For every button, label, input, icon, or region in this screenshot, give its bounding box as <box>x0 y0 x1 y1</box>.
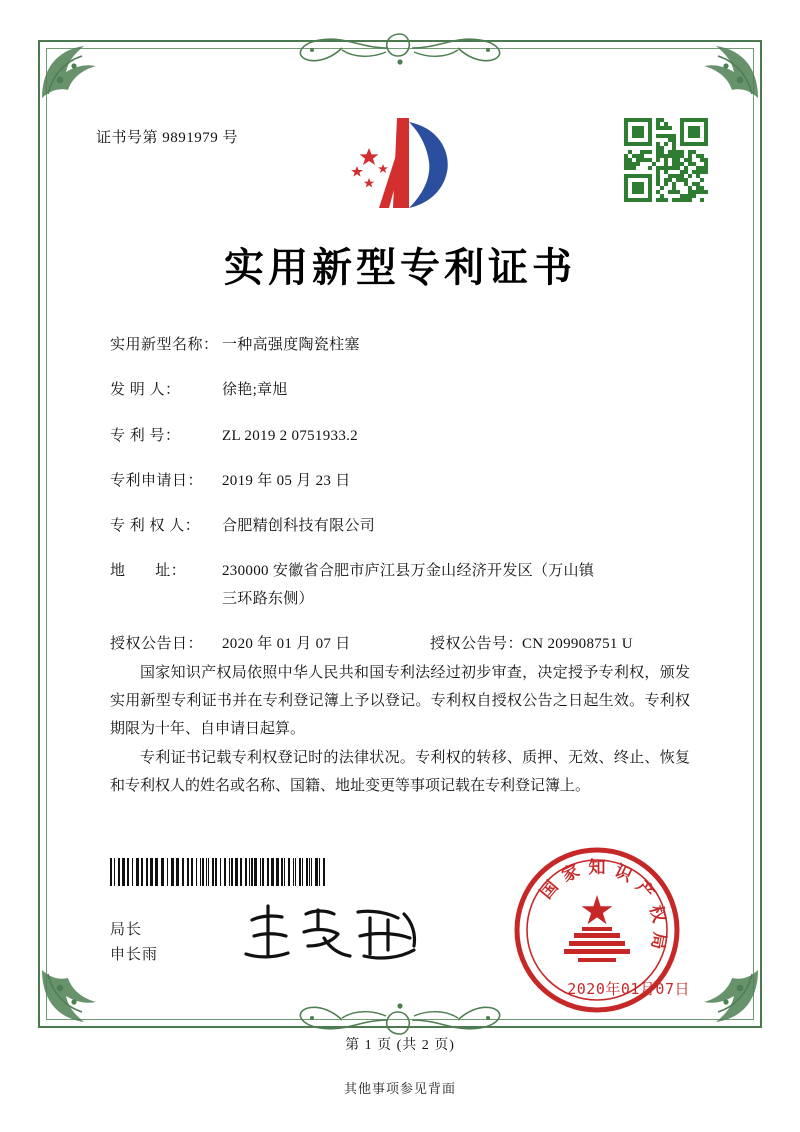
cnipa-logo-icon <box>335 112 465 216</box>
footer-note: 其他事项参见背面 <box>343 1081 456 1096</box>
certificate-number: 证书号第 9891979 号 <box>96 130 239 146</box>
paragraph-1: 国家知识产权局依照中华人民共和国专利法经过初步审查，决定授予专利权，颁发实用新型专利证书并在专利登记簿上予以登记。专利权自授权公告之日起生效。专利权期限为十年、自申请日起算。 <box>110 665 690 737</box>
field-value: 2019 年 05 月 23 日 <box>222 472 351 489</box>
field-list <box>110 334 690 672</box>
field-label: 专 利 号： <box>110 427 181 444</box>
paragraph-2: 专利证书记载专利权登记时的法律状况。专利权的转移、质押、无效、终止、恢复和专利权人的姓名或名称、国籍、地址变更等事项记载在专利登记簿上。 <box>110 750 690 794</box>
corner-ornament-icon <box>38 966 112 1028</box>
director-title-label: 局长 <box>110 922 143 938</box>
field-value: 一种高强度陶瓷柱塞 <box>222 337 360 353</box>
field-value: ZL 2019 2 0751933.2 <box>222 427 358 444</box>
qr-code <box>624 118 708 202</box>
seal-date: 2020年01月07日 <box>567 980 690 998</box>
field-value: 230000 安徽省合肥市庐江县万金山经济开发区（万山镇 <box>222 563 595 580</box>
director-name-label: 申长雨 <box>110 946 159 963</box>
corner-ornament-icon <box>38 40 112 102</box>
top-flourish-icon <box>250 28 550 68</box>
corner-ornament-icon <box>688 40 762 102</box>
corner-ornament-icon <box>688 966 762 1028</box>
legal-text <box>110 660 690 803</box>
field-grant-number <box>430 633 690 656</box>
field-label: 授权公告号： <box>430 635 524 652</box>
field-label: 专利申请日： <box>110 472 204 489</box>
field-value: 徐艳;章旭 <box>222 382 288 399</box>
svg-text:识: 识 <box>611 861 636 887</box>
field-patentee <box>110 515 690 538</box>
field-grant-date <box>110 633 430 656</box>
handwritten-signature-icon <box>238 898 428 968</box>
field-value: 合肥精创科技有限公司 <box>222 518 376 534</box>
field-label: 授权公告日： <box>110 635 204 652</box>
field-value-wrapper <box>222 560 690 611</box>
field-patent-number <box>110 425 690 448</box>
field-grant-row <box>110 633 690 656</box>
field-label: 发 明 人： <box>110 382 181 399</box>
svg-text:权: 权 <box>645 903 669 925</box>
svg-text:产: 产 <box>631 877 658 904</box>
svg-text:国: 国 <box>536 877 563 904</box>
field-value-line2: 三环路东侧） <box>222 590 314 607</box>
page-number: 第 1 页 (共 2 页) <box>345 1038 455 1053</box>
field-label: 地 址： <box>110 563 187 580</box>
field-label: 专 利 权 人： <box>110 518 201 534</box>
page-title: 实用新型专利证书 <box>224 244 576 291</box>
signature-block <box>110 918 158 968</box>
svg-text:家: 家 <box>558 861 583 887</box>
field-value: 2020 年 01 月 07 日 <box>222 635 351 652</box>
field-utility-model-name <box>110 334 690 357</box>
field-label: 实用新型名称： <box>110 337 219 353</box>
field-inventor <box>110 379 690 402</box>
svg-text:知: 知 <box>588 858 606 878</box>
svg-text:局: 局 <box>646 930 670 951</box>
barcode <box>110 858 328 886</box>
field-address <box>110 560 690 611</box>
field-value: CN 209908751 U <box>522 635 633 652</box>
field-application-date <box>110 470 690 493</box>
